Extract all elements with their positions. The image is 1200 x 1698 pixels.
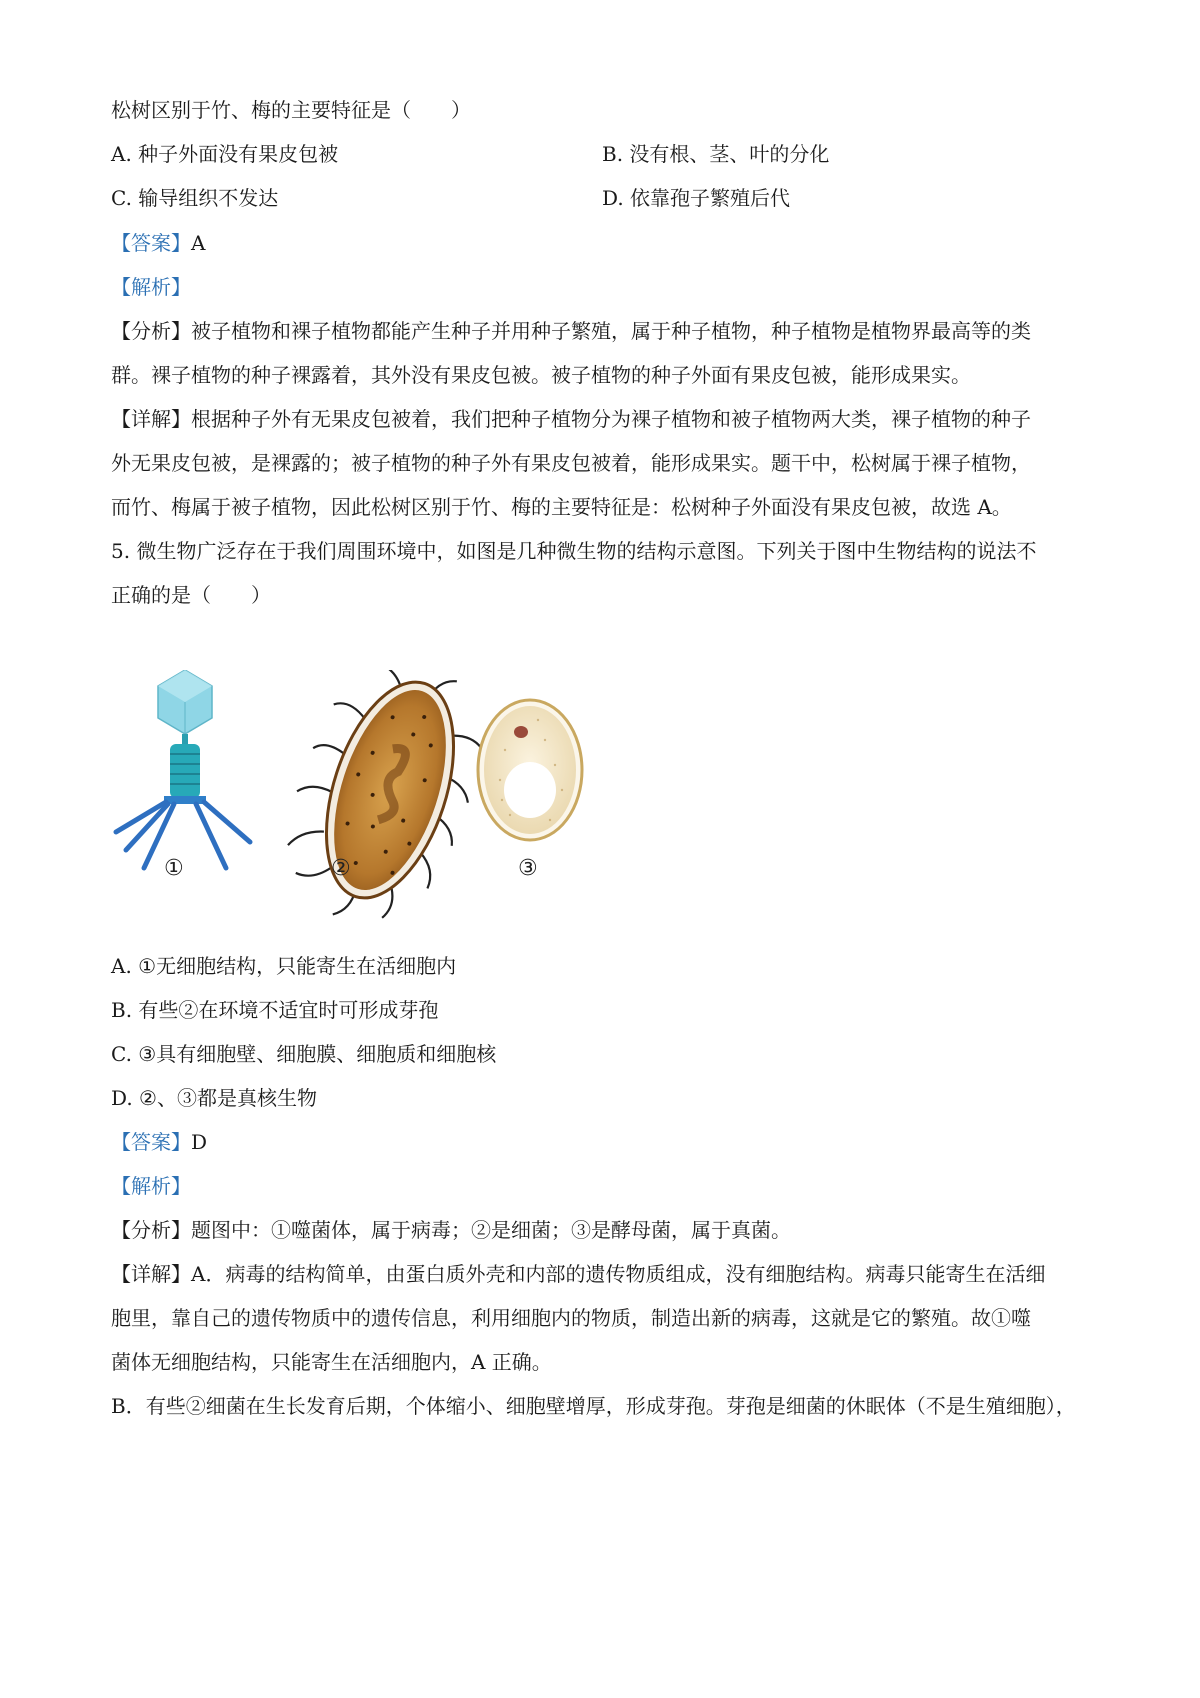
q5-xiangjie-line: 菌体无细胞结构，只能寄生在活细胞内，A 正确。 [111, 1350, 552, 1374]
bacterium-drawing [264, 670, 502, 943]
q5-xiangjie-line: B．有些②细菌在生长发育后期，个体缩小、细胞壁增厚，形成芽孢。芽孢是细菌的休眠体（不是生殖细胞）， [111, 1394, 1076, 1418]
q5-option-d: D. ②、③都是真核生物 [111, 1086, 317, 1110]
q5-fenxi-line [111, 1216, 1091, 1244]
answer-tag: 【答案】 [111, 231, 191, 255]
q5-option-c: C. ③具有细胞壁、细胞膜、细胞质和细胞核 [111, 1042, 497, 1066]
figure-label-1: ① [164, 856, 184, 881]
q4-answer-row [111, 229, 1091, 257]
q5-option-b: B. 有些②在环境不适宜时可形成芽孢 [111, 998, 439, 1022]
yeast-drawing [478, 700, 582, 840]
q5-xiangjie-line [111, 1260, 1091, 1288]
q4-option-b: B. 没有根、茎、叶的分化 [602, 142, 830, 166]
q5-answer-row [111, 1128, 1091, 1156]
microorganism-figure [100, 670, 660, 970]
xiangjie-text: 根据种子外有无果皮包被着，我们把种子植物分为裸子植物和被子植物两大类，裸子植物的种子 [191, 407, 1031, 431]
q4-fenxi-line: 群。裸子植物的种子裸露着，其外没有果皮包被。被子植物的种子外面有果皮包被，能形成果实。 [111, 363, 971, 387]
q4-xiangjie-line: 外无果皮包被，是裸露的；被子植物的种子外有果皮包被着，能形成果实。题干中，松树属于裸子植物， [111, 451, 1031, 475]
q5-stem-line: 正确的是（ ） [111, 583, 271, 607]
fenxi-tag: 【分析】 [111, 1218, 191, 1242]
answer-value: A [191, 231, 206, 255]
figure-label-2: ② [331, 856, 351, 881]
xiangjie-text: A．病毒的结构简单，由蛋白质外壳和内部的遗传物质组成，没有细胞结构。病毒只能寄生在活细 [191, 1262, 1046, 1286]
answer-value: D [191, 1130, 208, 1154]
figure-svg [100, 670, 660, 970]
xiangjie-tag: 【详解】 [111, 407, 191, 431]
q4-analysis-row [111, 273, 1091, 301]
fenxi-tag: 【分析】 [111, 319, 191, 343]
q4-option-a: A. 种子外面没有果皮包被 [111, 142, 339, 166]
analysis-tag: 【解析】 [111, 1174, 191, 1198]
figure-label-3: ③ [518, 856, 538, 881]
q5-option-a: A. ①无细胞结构，只能寄生在活细胞内 [111, 954, 457, 978]
fenxi-text: 被子植物和裸子植物都能产生种子并用种子繁殖，属于种子植物，种子植物是植物界最高等的类 [191, 319, 1031, 343]
q5-stem-line: 5. 微生物广泛存在于我们周围环境中，如图是几种微生物的结构示意图。下列关于图中生物结构的说法不 [111, 539, 1037, 563]
analysis-tag: 【解析】 [111, 275, 191, 299]
q4-xiangjie-line [111, 405, 1091, 433]
bacteriophage-drawing [116, 670, 250, 868]
q4-stem: 松树区别于竹、梅的主要特征是（ ） [111, 98, 471, 122]
xiangjie-tag: 【详解】 [111, 1262, 191, 1286]
q4-option-c: C. 输导组织不发达 [111, 186, 279, 210]
answer-tag: 【答案】 [111, 1130, 191, 1154]
fenxi-text: 题图中：①噬菌体，属于病毒；②是细菌；③是酵母菌，属于真菌。 [191, 1218, 791, 1242]
q4-option-d: D. 依靠孢子繁殖后代 [602, 186, 791, 210]
q4-xiangjie-line: 而竹、梅属于被子植物，因此松树区别于竹、梅的主要特征是：松树种子外面没有果皮包被，故选 A。 [111, 495, 1012, 519]
q5-analysis-row [111, 1172, 1091, 1200]
q4-fenxi-line [111, 317, 1091, 345]
q5-xiangjie-line: 胞里，靠自己的遗传物质中的遗传信息，利用细胞内的物质，制造出新的病毒，这就是它的繁殖。故①噬 [111, 1306, 1031, 1330]
